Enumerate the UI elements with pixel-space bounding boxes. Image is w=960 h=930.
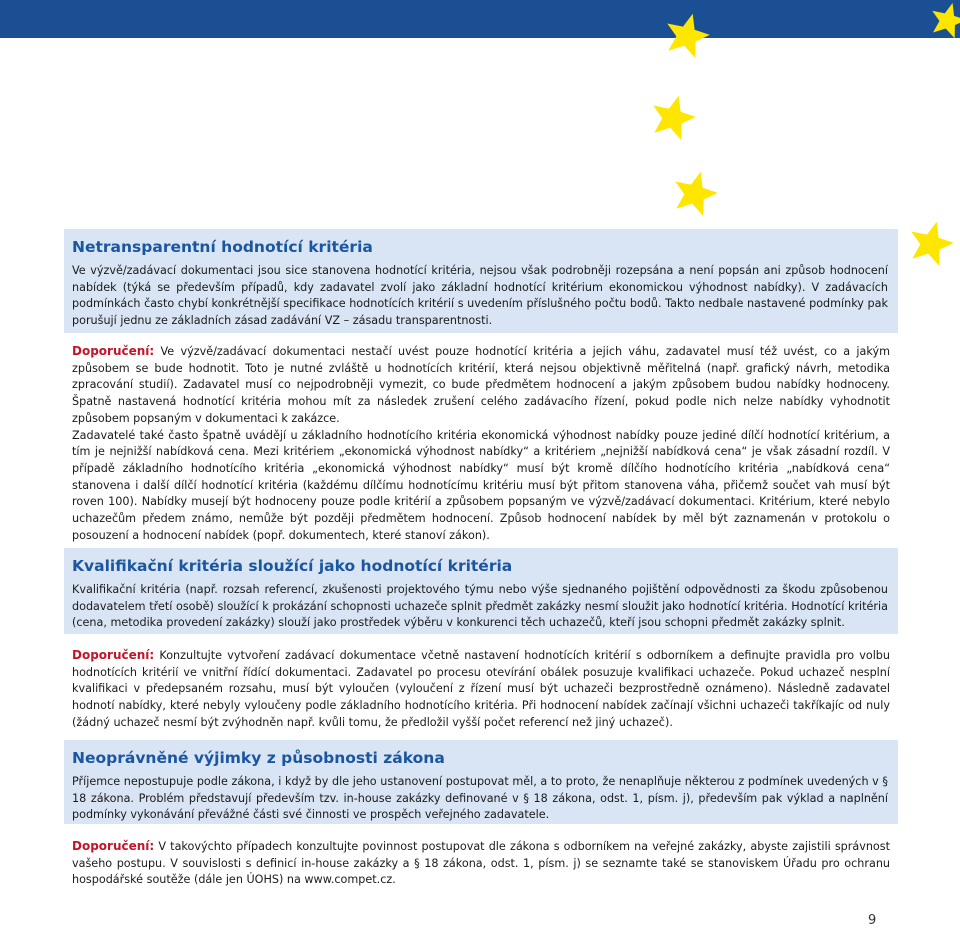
section-title: Neoprávněné výjimky z působnosti zákona: [72, 749, 445, 767]
section-box-kvalifikacni: [64, 548, 898, 634]
top-banner: [0, 0, 960, 38]
recommendation-paragraph: Zadavatelé také často špatně uvádějí u základního hodnotícího kritéria ekonomická výhodnost nabídky pouze jediné dílčí hodnotící kritérium, a tím je nejnižší nabídková cena. Mezi kritériem „ekonomická výhodnost nabídky“ a kritériem „nejnižší nabídková cena“ je však zásadní rozdíl. V případě základního hodnotícího kritéria „ekonomická výhodnost nabídky“ musí být kromě dílčího hodnotícího kritéria „nabídková cena“ stanovena i další dílčí hodnotící kritéria (každému dílčímu hodnotícímu kritériu musí být přitom stanovena váha, přičemž součet vah musí být roven 100). Nabídky musejí být hodnoceny pouze podle kritérií a způsobem popsaným ve výzvě/zadávací dokumentaci. Kritérium, které nebylo uchazečům předem známo, nemůže být později předmětem hodnocení. Způsob hodnocení nabídek by měl být zaznamenán v protokolu o posouzení a hodnocení nabídek (popř. dokumentech, které stanoví zákon).: [72, 428, 890, 542]
recommendation-label: Doporučení:: [72, 839, 155, 853]
eu-star-icon: [928, 0, 960, 40]
recommendation-block: [72, 343, 890, 544]
eu-star-icon: [648, 92, 698, 142]
recommendation-text: V takovýchto případech konzultujte povinnost postupovat dle zákona s odborníkem na veřejné zakázky, abyste zajistili správnost vašeho postupu. V souvislosti s definicí in-house zakázky a § 18 zákona, odst. 1, písm. j) se seznamte také se stanoviskem Úřadu pro ochranu hospodářské soutěže (dále jen ÚOHS) na www.compet.cz.: [72, 840, 890, 887]
recommendation-text: Ve výzvě/zadávací dokumentaci nestačí uvést pouze hodnotící kritéria a jejich váhu, zadavatel musí též uvést, co a jakým způsobem se bude hodnotit. Toto je nutné zvláště u hodnotících kritérií, která nejsou objektivně měřitelná (např. grafický návrh, metodika zpracování studií). Zadavatel musí co nejpodrobněji vymezit, co bude předmětem hodnocení a jakým způsobem budou nabídky hodnoceny. Špatně nastavená hodnotící kritéria mohou mít za následek zrušení celého zadávacího řízení, pokud podle nich nelze nabídky vyhodnotit způsobem popsaným v dokumentaci k zakázce.: [72, 345, 890, 425]
recommendation-label: Doporučení:: [72, 648, 155, 662]
section-title: Kvalifikační kritéria sloužící jako hodnotící kritéria: [72, 557, 513, 575]
recommendation-paragraph: [72, 838, 890, 889]
section-body: Příjemce nepostupuje podle zákona, i když by dle jeho ustanovení postupovat měl, a to proto, že nenaplňuje některou z podmínek uvedených v § 18 zákona. Problém představují především tzv. in-house zakázky definované v § 18 zákona, odst. 1, písm. j), především pak výklad a naplnění podmínky vykonávání převážné části své činnosti ve prospěch veřejného zadavatele.: [72, 775, 888, 822]
recommendation-label: Doporučení:: [72, 344, 155, 358]
section-box-netransparentni: [64, 229, 898, 333]
page-number: 9: [868, 913, 877, 928]
recommendation-block: [72, 647, 890, 732]
eu-star-icon: [906, 218, 956, 268]
recommendation-paragraph: [72, 343, 890, 428]
eu-star-icon: [670, 168, 720, 218]
section-body: Kvalifikační kritéria (např. rozsah referencí, zkušenosti projektového týmu nebo výše sjednaného pojištění odpovědnosti za škodu způsobenou dodavatelem třetí osobě) sloužící k prokázání schopnosti uchazeče splnit předmět zakázky nesmí sloužit jako hodnotící kritéria. Hodnotící kritéria (cena, metodika provedení zakázky) slouží jako prostředek výběru v konkurenci těch uchazečů, kteří jsou schopni předmět zakázky splnit.: [72, 583, 888, 630]
recommendation-block: [72, 838, 890, 889]
recommendation-paragraph: [72, 647, 890, 732]
recommendation-text: Konzultujte vytvoření zadávací dokumentace včetně nastavení hodnotících kritérií s odborníkem a definujte pravidla pro volbu hodnotících kritérií ve vnitřní řídící dokumentaci. Zadavatel po procesu otevírání obálek posuzuje kvalifikaci uchazeče. Pokud uchazeč nesplní kvalifikaci v předepsaném rozsahu, musí být vyloučen (vyloučení z řízení musí být uchazeči bezprostředně oznámeno). Následně zadavatel hodnotí nabídky, které nebyly vyloučeny podle základního hodnotícího kritéria. Při hodnocení nabídek začínají všichni uchazeči takříkajíc od nuly (žádný uchazeč nesmí být zvýhodněn např. kvůli tomu, že předložil vyšší počet referencí než jiný uchazeč).: [72, 649, 890, 729]
section-body: Ve výzvě/zadávací dokumentaci jsou sice stanovena hodnotící kritéria, nejsou však podrobněji rozepsána a není popsán ani způsob hodnocení nabídek (týká se především případů, kdy zadavatel zvolí jako základní hodnotící kritérium ekonomickou výhodnost nabídky). V zadávacích podmínkách často chybí konkrétnější specifikace hodnotících kritérií s uvedením příslušného počtu bodů. Takto nedbale nastavené podmínky pak porušují jednu ze základních zásad zadávání VZ – zásadu transparentnosti.: [72, 264, 888, 328]
eu-star-icon: [662, 10, 712, 60]
section-title: Netransparentní hodnotící kritéria: [72, 238, 373, 256]
section-box-neopravnene: [64, 740, 898, 824]
